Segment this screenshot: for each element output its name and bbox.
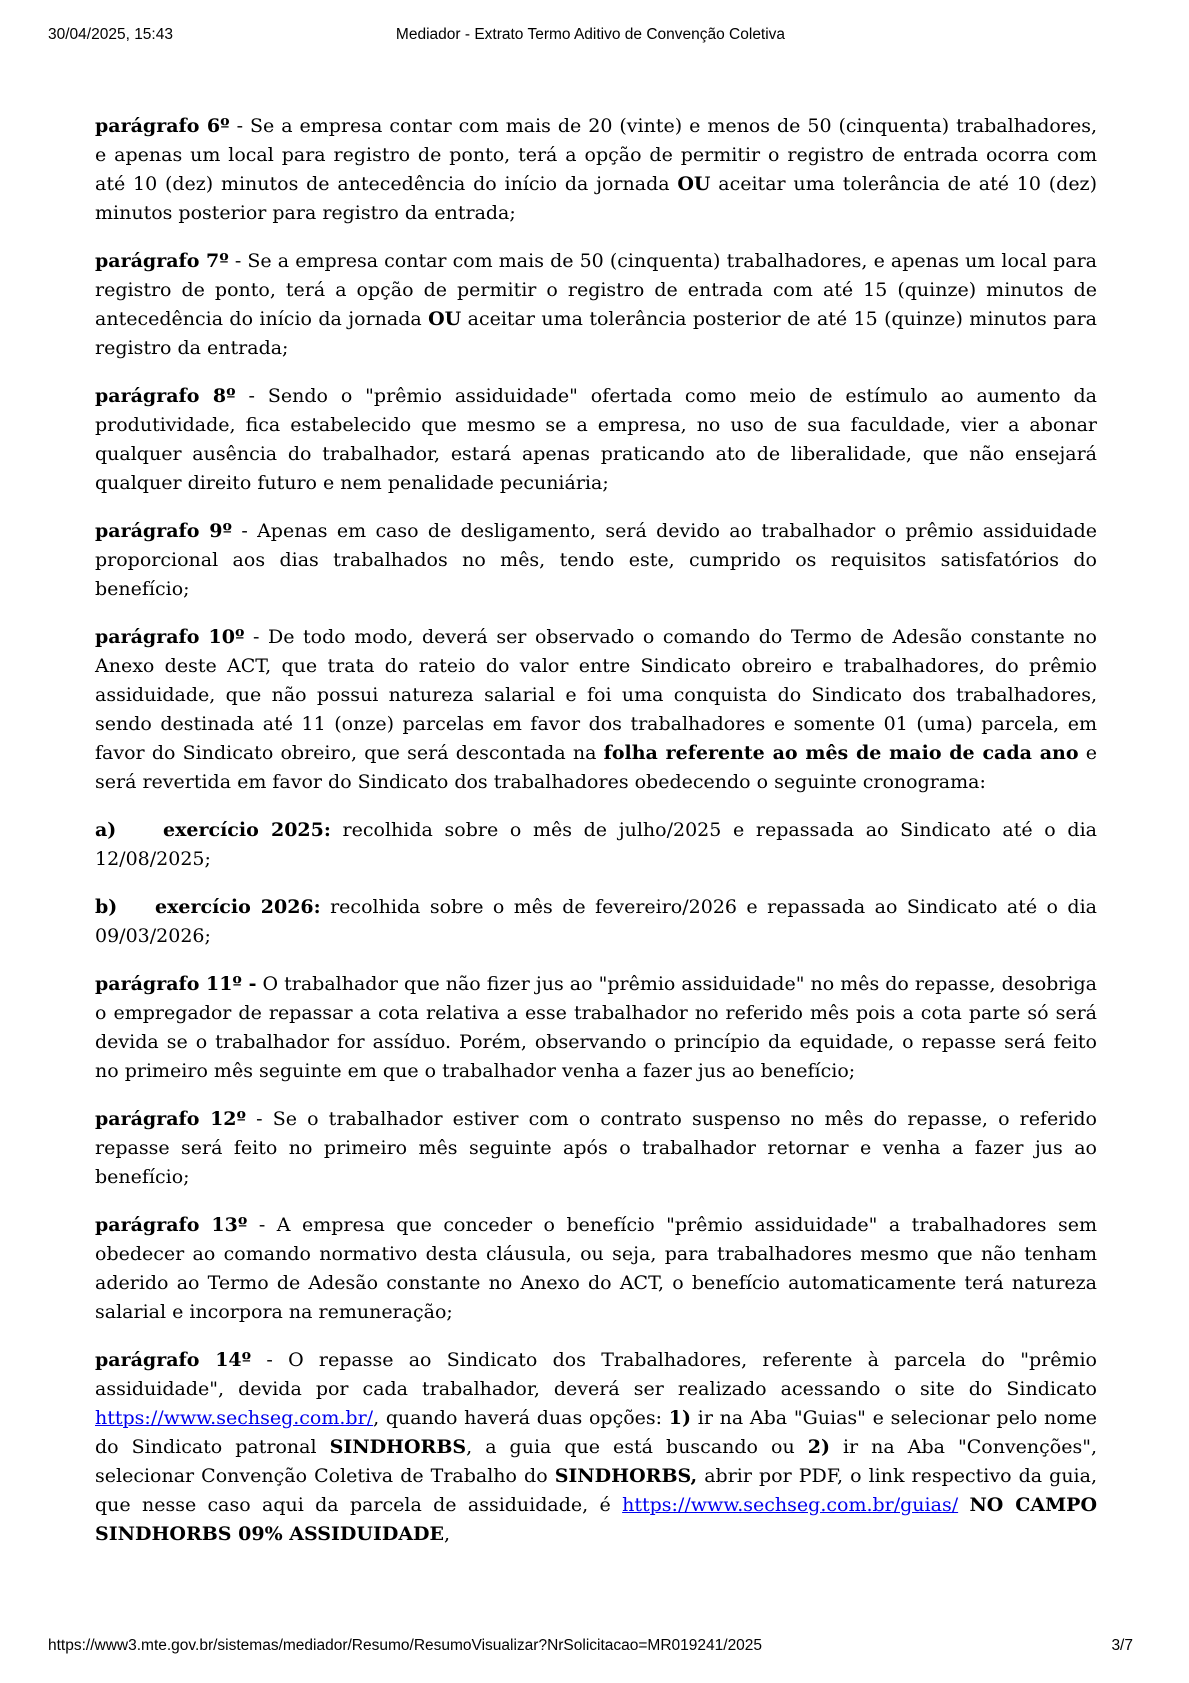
emphasis-text: parágrafo 9º <box>95 520 232 542</box>
emphasis-text: parágrafo 7º <box>95 250 229 272</box>
body-text: , quando haverá duas opções: <box>373 1407 669 1429</box>
emphasis-text: 1) <box>668 1407 692 1429</box>
body-text: - Se a empresa contar com mais de 20 (vinte) e menos de 50 (cinquenta) trabalhadores, e apenas um local para registro de ponto, terá a opção de permitir o registro de entrada ocorra com até 10 (dez) minutos de antecedência do início da jornada <box>95 115 1097 195</box>
paragraph-6 <box>95 112 1097 228</box>
paragraph-14 <box>95 1346 1097 1549</box>
paragraph-12 <box>95 1105 1097 1192</box>
body-text: - Se o trabalhador estiver com o contrato suspenso no mês do repasse, o referido repasse será feito no primeiro mês seguinte após o trabalhador retornar e venha a fazer jus ao benefício; <box>95 1108 1097 1188</box>
body-text: recolhida sobre o mês de fevereiro/2026 e repassada ao Sindicato até o dia 09/03/2026; <box>95 896 1097 947</box>
body-text: ir na Aba "Guias" e selecionar pelo nome do Sindicato patronal <box>95 1407 1097 1458</box>
document-title: Mediador - Extrato Termo Aditivo de Convenção Coletiva <box>395 26 786 43</box>
item-a <box>95 816 1097 874</box>
emphasis-text: SINDHORBS, <box>554 1465 698 1487</box>
paragraph-9 <box>95 517 1097 604</box>
document-hyperlink[interactable]: https://www.sechseg.com.br/guias/ <box>622 1494 959 1516</box>
emphasis-text: parágrafo 12º <box>95 1108 247 1130</box>
paragraph-8 <box>95 382 1097 498</box>
print-header <box>48 26 1133 46</box>
body-text: - O repasse ao Sindicato dos Trabalhadores, referente à parcela do "prêmio assiduidade", devida por cada trabalhador, deverá ser realizado acessando o site do Sindicato <box>95 1349 1097 1400</box>
body-text: - Apenas em caso de desligamento, será devido ao trabalhador o prêmio assiduidade proporcional aos dias trabalhados no mês, tendo este, cumprido os requisitos satisfatórios do benefício; <box>95 520 1097 600</box>
body-text: - De todo modo, deverá ser observado o comando do Termo de Adesão constante no Anexo deste ACT, que trata do rateio do valor entre Sindicato obreiro e trabalhadores, do prêmio assiduidade, que não possui natureza salarial e foi uma conquista do Sindicato dos trabalhadores, sendo destinada até 11 (onze) parcelas em favor dos trabalhadores e somente 01 (uma) parcela, em favor do Sindicato obreiro, que será descontada na <box>95 626 1097 764</box>
emphasis-text: 2) <box>807 1436 830 1458</box>
emphasis-text: parágrafo 8º <box>95 385 236 407</box>
body-text: - Sendo o "prêmio assiduidade" ofertada como meio de estímulo ao aumento da produtividade, fica estabelecido que mesmo se a empresa, no uso de sua faculdade, vier a abonar qualquer ausência do trabalhador, estará apenas praticando ato de liberalidade, que não ensejará qualquer direito futuro e nem penalidade pecuniária; <box>95 385 1097 494</box>
body-text: , <box>444 1523 451 1545</box>
body-text <box>116 819 163 841</box>
page-number: 3/7 <box>1111 1637 1133 1654</box>
emphasis-text: parágrafo 14º <box>95 1349 252 1371</box>
emphasis-text: a) <box>95 819 117 841</box>
body-text: abrir por PDF, o link respectivo da guia, que nesse caso aqui da parcela de assiduidade, é <box>95 1465 1097 1516</box>
body-text: ir na Aba "Convenções", selecionar Convenção Coletiva de Trabalho do <box>95 1436 1097 1487</box>
body-text: - Se a empresa contar com mais de 50 (cinquenta) trabalhadores, e apenas um local para registro de ponto, terá a opção de permitir o registro de entrada com até 15 (quinze) minutos de antecedência do início da jornada <box>95 250 1097 330</box>
body-text: O trabalhador que não fizer jus ao "prêmio assiduidade" no mês do repasse, desobriga o empregador de repassar a cota relativa a esse trabalhador no referido mês pois a cota parte só será devida se o trabalhador for assíduo. Porém, observando o princípio da equidade, o repasse será feito no primeiro mês seguinte em que o trabalhador venha a fazer jus ao benefício; <box>95 973 1097 1082</box>
emphasis-text: OU <box>677 173 711 195</box>
document-body <box>95 112 1097 1568</box>
body-text: , a guia que está buscando ou <box>466 1436 808 1458</box>
body-text: aceitar uma tolerância de até 10 (dez) minutos posterior para registro da entrada; <box>95 173 1097 224</box>
print-footer <box>48 1637 1133 1655</box>
print-datetime: 30/04/2025, 15:43 <box>48 26 173 43</box>
emphasis-text: NO CAMPO SINDHORBS 09% ASSIDUIDADE <box>95 1494 1097 1545</box>
emphasis-text: OU <box>428 308 462 330</box>
body-text: aceitar uma tolerância posterior de até 15 (quinze) minutos para registro da entrada; <box>95 308 1097 359</box>
item-b <box>95 893 1097 951</box>
emphasis-text: parágrafo 6º <box>95 115 230 137</box>
paragraph-10 <box>95 623 1097 797</box>
emphasis-text: parágrafo 11º - <box>95 973 257 995</box>
document-hyperlink[interactable]: https://www.sechseg.com.br/ <box>95 1407 374 1429</box>
source-url: https://www3.mte.gov.br/sistemas/mediador/Resumo/ResumoVisualizar?NrSolicitacao=MR019241/2025 <box>48 1637 763 1654</box>
paragraph-13 <box>95 1211 1097 1327</box>
paragraph-11 <box>95 970 1097 1086</box>
body-text: recolhida sobre o mês de julho/2025 e repassada ao Sindicato até o dia 12/08/2025; <box>95 819 1097 870</box>
emphasis-text: folha referente ao mês de maio de cada ano <box>603 742 1079 764</box>
body-text: e será revertida em favor do Sindicato dos trabalhadores obedecendo o seguinte cronograma: <box>95 742 1097 793</box>
emphasis-text: parágrafo 10º <box>95 626 245 648</box>
emphasis-text: exercício 2026: <box>155 896 321 918</box>
emphasis-text: SINDHORBS <box>329 1436 467 1458</box>
body-text <box>117 896 155 918</box>
body-text <box>958 1494 969 1516</box>
emphasis-text: parágrafo 13º <box>95 1214 248 1236</box>
body-text: - A empresa que conceder o benefício "prêmio assiduidade" a trabalhadores sem obedecer ao comando normativo desta cláusula, ou seja, para trabalhadores mesmo que não tenham aderido ao Termo de Adesão constante no Anexo do ACT, o benefício automaticamente terá natureza salarial e incorpora na remuneração; <box>95 1214 1097 1323</box>
paragraph-7 <box>95 247 1097 363</box>
emphasis-text: b) <box>95 896 118 918</box>
emphasis-text: exercício 2025: <box>162 819 331 841</box>
